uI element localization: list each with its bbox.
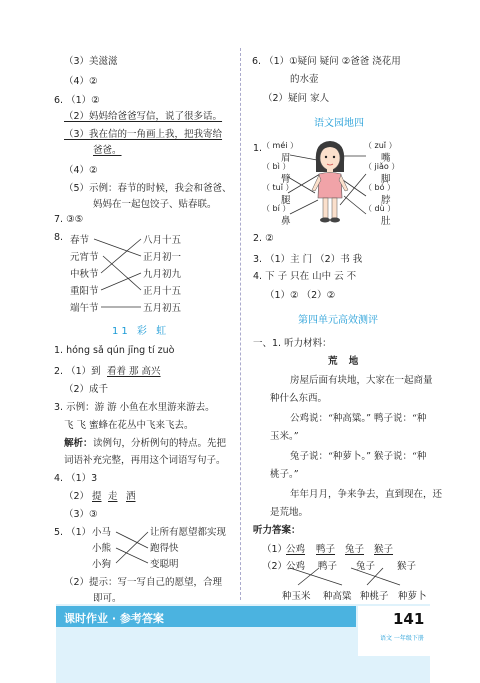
date-item: 八月十五 xyxy=(143,235,182,246)
answer-line: （5）示例：春节的时候，我会和爸爸、 xyxy=(64,183,232,194)
festival-item: 端午节 xyxy=(70,303,99,314)
girl-illustration xyxy=(306,138,354,226)
answer-line: 即可。 xyxy=(93,593,122,604)
story-line: 种什么东西。 xyxy=(270,393,328,404)
story-line: 房屋后面有块地，大家在一起商量 xyxy=(290,375,433,386)
match-right-item: 跑得快 xyxy=(150,543,179,554)
answer-word: 洒 xyxy=(126,491,136,502)
festival-item: 中秋节 xyxy=(70,269,99,280)
body-char: 臂 xyxy=(281,174,291,185)
crop-word: 种桃子 xyxy=(360,591,389,602)
story-line: 年年月月，争来争去，直到现在，还 xyxy=(290,489,443,500)
question-number: 5. （1） xyxy=(54,527,92,538)
answer-line: 2. ② xyxy=(253,233,274,244)
answer-line: 4. 下 子 只在 山中 云 不 xyxy=(253,271,357,282)
answer-line: （3）我在信的一角画上我，把我寄给 xyxy=(64,129,223,140)
answer-line: （4）② xyxy=(64,165,98,176)
body-char: 脚 xyxy=(381,174,391,185)
crop-word: 种玉米 xyxy=(282,591,311,602)
body-char: 嘴 xyxy=(381,153,391,164)
answer-line: 2. （1）到 xyxy=(54,366,101,377)
answer-line: 6. （1）② xyxy=(54,95,100,106)
answer-line: 一、1. 听力材料： xyxy=(253,338,332,349)
answer-line: 4. （1）3 xyxy=(54,473,98,484)
answer-line: （2） xyxy=(262,561,288,572)
answer-words: 看着 那 高兴 xyxy=(107,366,161,377)
pinyin: （ jiǎo ） xyxy=(364,162,400,171)
answer-word: 走 xyxy=(108,491,118,502)
answer-line: （2）妈妈给爸爸写信，说了很多话。 xyxy=(64,111,223,122)
section-title: 语文园地四 xyxy=(314,118,364,129)
footer-title: 课时作业 · 参考答案 xyxy=(64,612,164,625)
match-left-item: 小狗 xyxy=(92,559,112,570)
match-left-item: 小熊 xyxy=(92,543,112,554)
answer-line: （1）② （2）② xyxy=(265,290,336,301)
date-item: 九月初九 xyxy=(143,269,182,280)
pinyin: （ tuǐ ） xyxy=(262,183,294,192)
lesson-title: 11 彩 虹 xyxy=(112,326,170,337)
answer-line: （2）成千 xyxy=(64,384,109,395)
animal-word: 兔子 xyxy=(356,561,376,572)
animal-word: 猴子 xyxy=(374,544,394,555)
crop-word: 种高粱 xyxy=(323,591,352,602)
page-number: 141 xyxy=(393,610,425,628)
footer-subtitle: 语文 一年级下册 xyxy=(380,635,424,642)
question-number: 1. xyxy=(253,143,263,154)
answer-line: 爸爸。 xyxy=(93,145,122,156)
answer-line: （1） xyxy=(262,544,288,555)
animal-word: 猴子 xyxy=(397,561,417,572)
date-item: 五月初五 xyxy=(143,303,182,314)
analysis-label: 解析： xyxy=(64,438,93,449)
section-title: 第四单元高效测评 xyxy=(298,315,378,326)
festival-item: 重阳节 xyxy=(70,286,99,297)
answer-line: 7. ③⑤ xyxy=(54,214,84,225)
answer-line: （3）③ xyxy=(64,509,98,520)
body-char: 脖 xyxy=(381,195,391,206)
match-right-item: 让所有愿望都实现 xyxy=(150,527,227,538)
answer-line: （4）② xyxy=(64,76,98,87)
body-char: 腿 xyxy=(281,195,291,206)
pinyin: （ bì ） xyxy=(262,162,291,171)
pinyin: （ bí ） xyxy=(262,204,291,213)
match-right-item: 变聪明 xyxy=(150,559,179,570)
animal-word: 鸭子 xyxy=(318,561,338,572)
date-item: 正月初一 xyxy=(143,252,182,263)
festival-item: 春节 xyxy=(70,235,90,246)
answer-line: 6. （1）①疑问 疑问 ②爸爸 浇花用 xyxy=(252,56,401,67)
festival-item: 元宵节 xyxy=(70,252,99,263)
answer-line: （2）提示：写一写自己的愿望，合理 xyxy=(64,577,223,588)
analysis-text: 词语补充完整，再用这个词语写句子。 xyxy=(64,455,226,466)
body-char: 眉 xyxy=(281,153,291,164)
story-line: 兔子说：“种萝卜。” 猴子说：“种 xyxy=(290,451,427,462)
pinyin: （ dù ） xyxy=(364,204,396,213)
answer-label: 听力答案： xyxy=(253,525,301,536)
answer-line: （2）疑问 家人 xyxy=(263,93,330,104)
body-char: 肚 xyxy=(381,216,391,227)
answer-line: （3）美滋滋 xyxy=(64,56,118,67)
animal-word: 兔子 xyxy=(345,544,365,555)
answer-line: 的水壶 xyxy=(290,74,319,85)
pinyin: （ zuǐ ） xyxy=(364,141,397,150)
analysis-text: 读例句，分析例句的特点。先把 xyxy=(93,438,227,449)
animal-word: 公鸡 xyxy=(286,561,306,572)
story-line: 玉米。” xyxy=(270,431,299,442)
animal-word: 鸭子 xyxy=(316,544,336,555)
answer-line: 3. 示例：游 游 小鱼在水里游来游去。 xyxy=(54,402,215,413)
story-line: 公鸡说：“种高粱。” 鸭子说：“种 xyxy=(290,413,427,424)
animal-word: 公鸡 xyxy=(286,544,306,555)
story-line: 是荒地。 xyxy=(270,507,309,518)
answer-line: 1. hóng sǎ qún jīng tí zuò xyxy=(54,345,175,356)
pinyin: （ méi ） xyxy=(262,141,299,150)
answer-line: （2） xyxy=(64,491,90,502)
question-number: 8. xyxy=(54,232,64,243)
body-char: 鼻 xyxy=(281,216,291,227)
story-title: 荒 地 xyxy=(328,356,363,367)
pinyin: （ bó ） xyxy=(364,183,396,192)
crop-word: 种萝卜 xyxy=(398,591,427,602)
answer-line: 飞 飞 蜜蜂在花丛中飞来飞去。 xyxy=(64,420,194,431)
match-left-item: 小马 xyxy=(92,527,112,538)
date-item: 正月十五 xyxy=(143,286,182,297)
answer-word: 提 xyxy=(92,491,102,502)
answer-line: 妈妈在一起包饺子、贴春联。 xyxy=(93,199,217,210)
answer-line: 3. （1）主 门 （2）书 我 xyxy=(253,254,363,265)
story-line: 桃子。” xyxy=(270,469,299,480)
